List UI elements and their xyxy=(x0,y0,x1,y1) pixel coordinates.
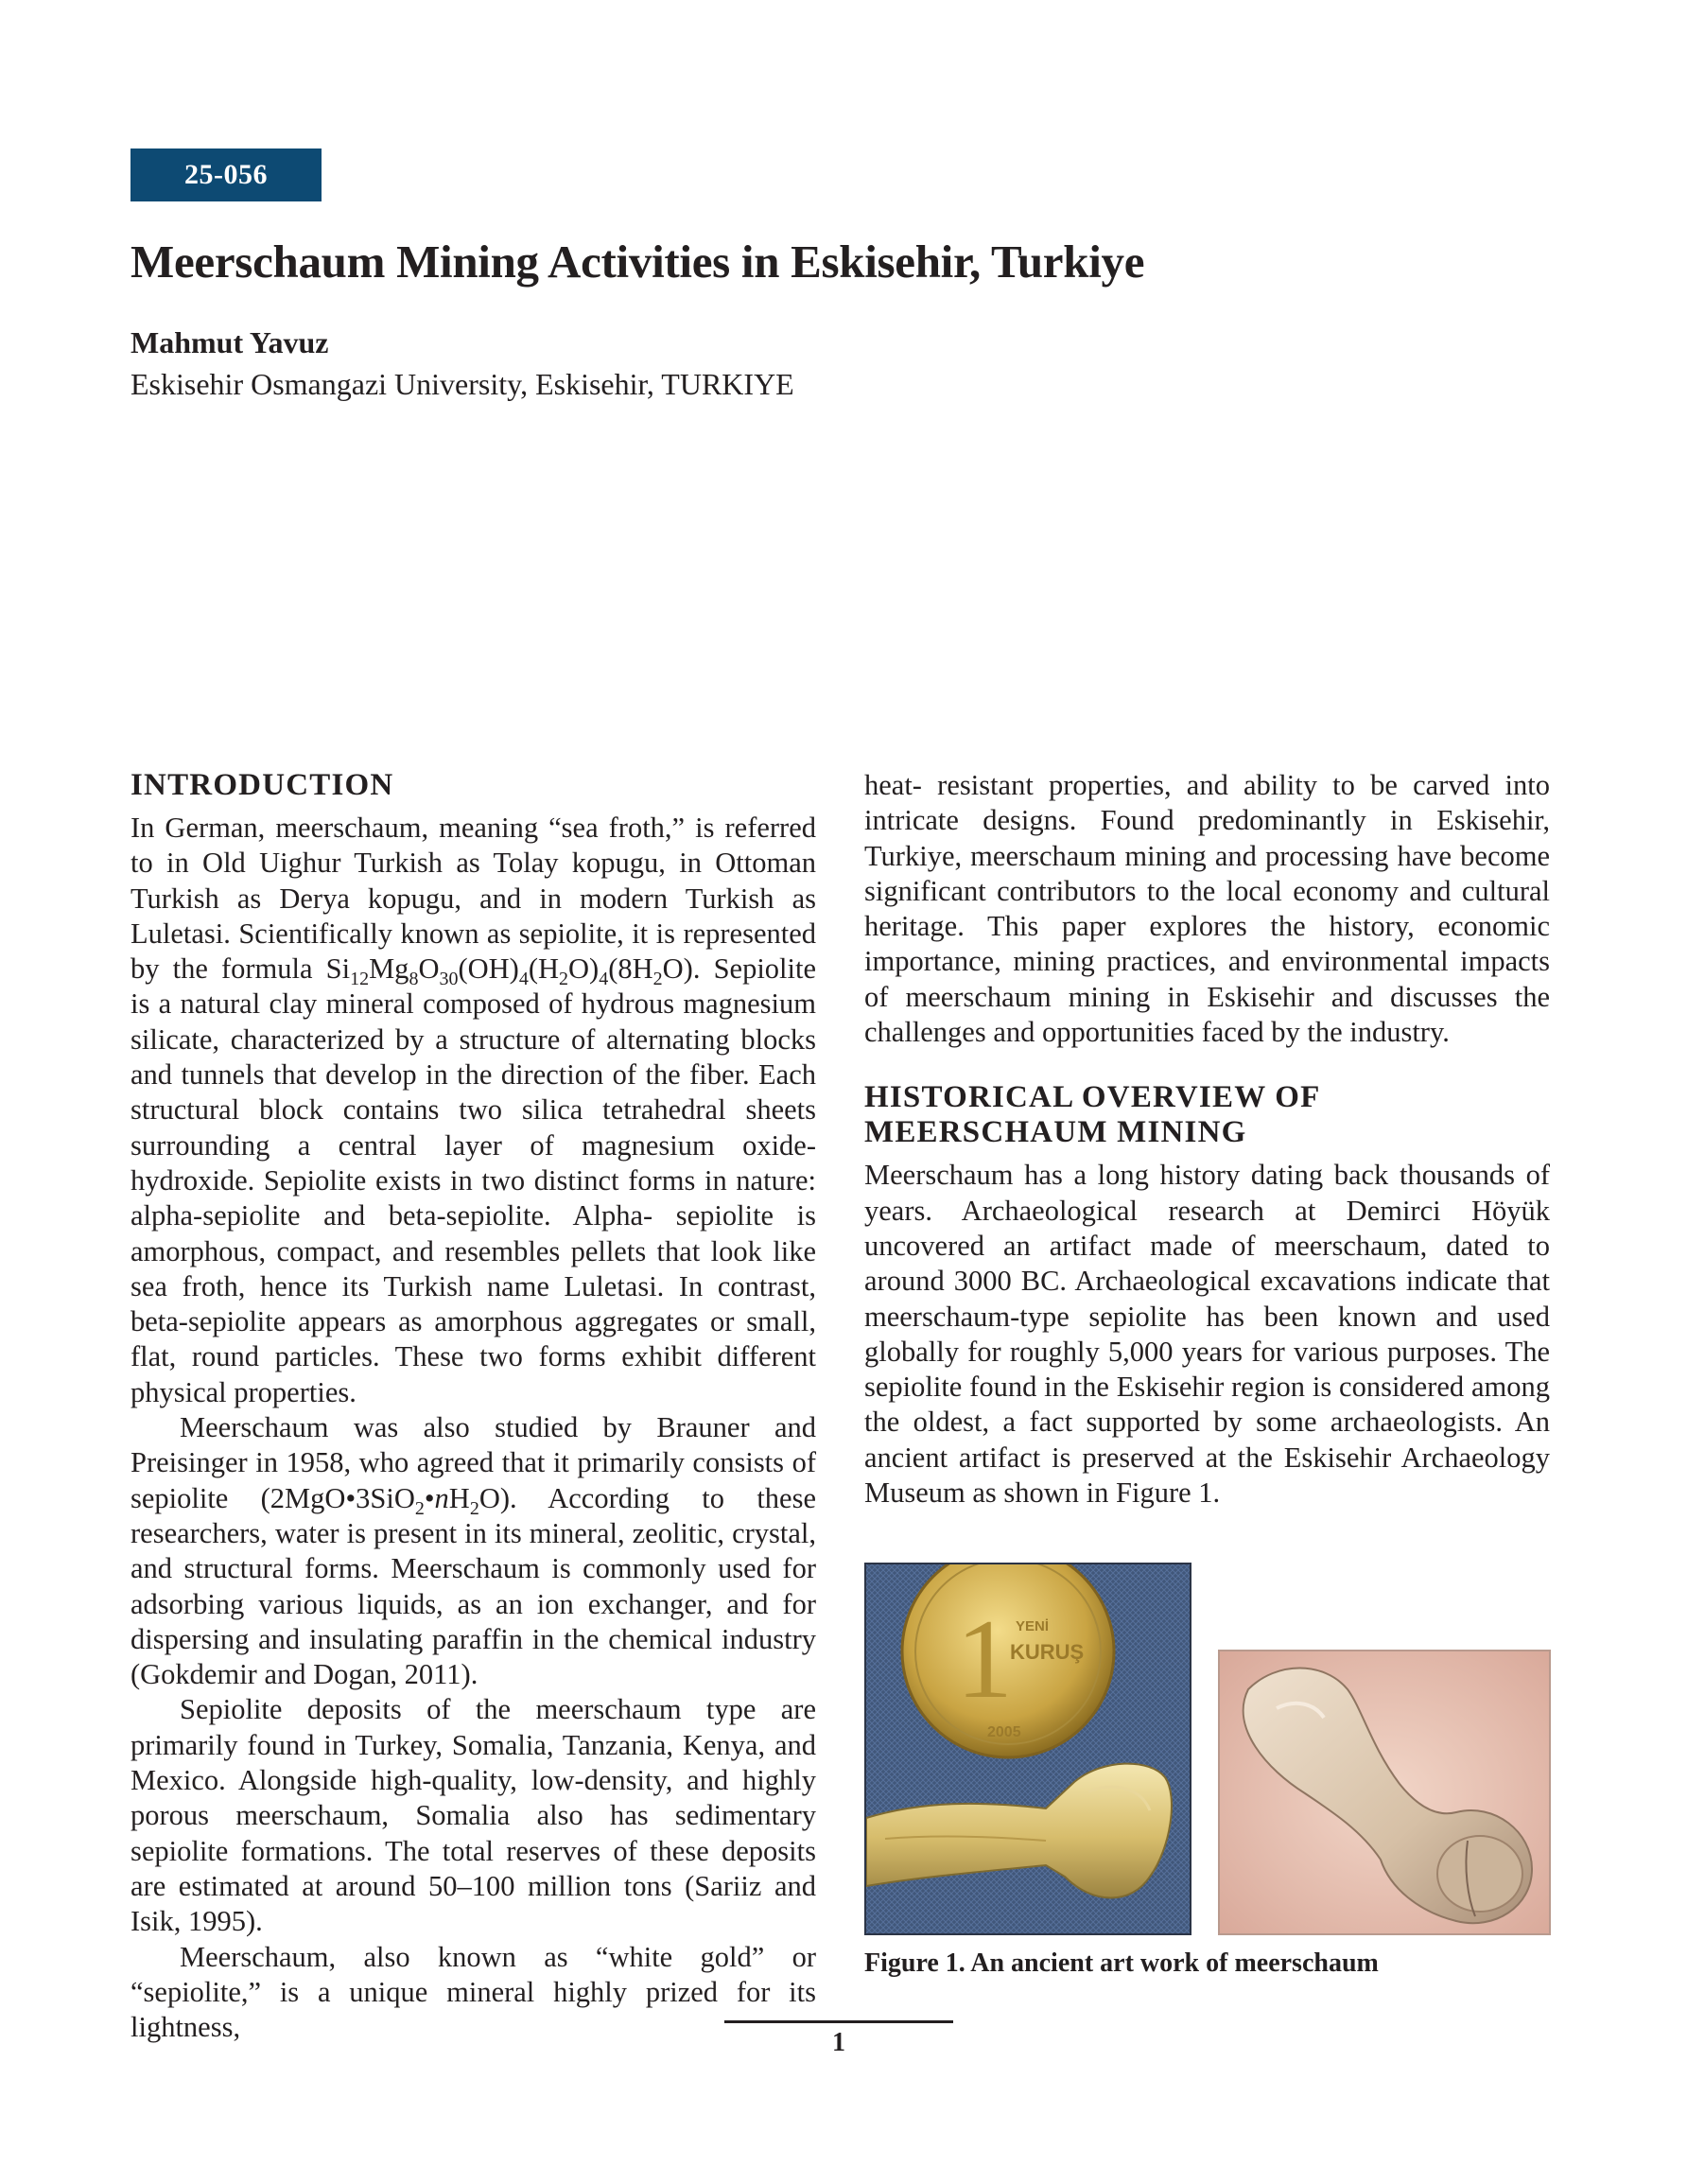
figure-1 xyxy=(864,1563,1550,1969)
historical-overview-heading: HISTORICAL OVERVIEW OF MEERSCHAUM MINING xyxy=(864,1080,1321,1150)
intro-paragraph-4: Meerschaum, also known as “white gold” or “sepiolite,” is a unique mineral highly prized for its lightness, xyxy=(130,1940,816,2044)
coin-and-artifact-photo xyxy=(864,1563,1191,1935)
author-name: Mahmut Yavuz xyxy=(130,325,329,359)
footer-rule xyxy=(724,2020,953,2023)
historical-paragraph: Meerschaum has a long history dating back thousands of years. Archaeological research at Demirci Höyük uncovered an artifact made of meerschaum, dated to around 3000 BC. Archaeological excavations indicate that meerschaum-type sepiolite has been known and used globally for roughly 5,000 years for various purposes. The sepiolite found in the Eskisehir region is considered among the oldest, a fact supported by some archaeologists. An ancient artifact is preserved at the Eskisehir Archaeology Museum as shown in Figure 1. xyxy=(864,1159,1550,1510)
coin-word-2: KURUŞ xyxy=(1010,1640,1085,1664)
intro-paragraph-1: In German, meerschaum, meaning “sea froth,” is referred to in Old Uighur Turkish as Tolay kopugu, in Ottoman Turkish as Derya kopugu, and in modern Turkish as Luletasi. Scientifically known as sepiolite, it is represented by the formula $Si_{12}Mg_8O_{30}(OH)_4(H_2O)_4(8H_2O)$. Sepiolite is a natural clay mineral composed of hydrous magnesium silicate, characterized by a structure of alternating blocks and tunnels that develop in the direction of the fiber. Each structural block contains two silica tetrahedral sheets surrounding a central layer of magnesium oxide- hydroxide. Sepiolite exists in two distinct forms in nature: alpha-sepiolite and beta-sepiolite. Alpha- sepiolite is amorphous, compact, and resembles pellets that look like sea froth, hence its Turkish name Luletasi. In contrast, beta-sepiolite appears as amorphous aggregates or small, flat, round particles. These two forms exhibit different physical properties. xyxy=(130,812,816,1408)
right-column xyxy=(864,768,1550,1511)
coin-numeral: 1 xyxy=(956,1596,1013,1721)
figure-1-caption: Figure 1. An ancient art work of meerschaum xyxy=(864,1948,1379,1978)
introduction-heading: INTRODUCTION xyxy=(130,768,394,802)
coin-icon xyxy=(902,1564,1114,1757)
paper-title: Meerschaum Mining Activities in Eskisehir, Turkiye xyxy=(130,236,1145,288)
intro-paragraph-2: Meerschaum was also studied by Brauner and Preisinger in 1958, who agreed that it primarily consists of sepiolite $(2MgO•3SiO_2•nH_2O)$. According to these researchers, water is present in its mineral, zeolitic, crystal, and structural forms. Meerschaum is commonly used for adsorbing various liquids, as an ion exchanger, and for dispersing and insulating paraffin in the chemical industry (Gokdemir and Dogan, 2011). xyxy=(130,1411,816,1691)
right-paragraph-1: heat- resistant properties, and ability to be carved into intricate designs. Found predominantly in Eskisehir, Turkiye, meerschaum mining and processing have become significant contributors to the local economy and cultural heritage. This paper explores the history, economic importance, mining practices, and environmental impacts of meerschaum mining in Eskisehir and discusses the challenges and opportunities faced by the industry. xyxy=(864,769,1550,1049)
meerschaum-artifact-photo xyxy=(1218,1650,1551,1935)
coin-word-1: YENİ xyxy=(1016,1618,1050,1634)
intro-paragraph-3: Sepiolite deposits of the meerschaum type are primarily found in Turkey, Somalia, Tanzania, Kenya, and Mexico. Alongside high-quality, low-density, and highly porous meerschaum, Somalia also has sedimentary sepiolite formations. The total reserves of these deposits are estimated at around 50–100 million tons (Sariiz and Isik, 1995). xyxy=(130,1693,816,1938)
author-affiliation: Eskisehir Osmangazi University, Eskisehir, TURKIYE xyxy=(130,367,794,401)
paper-id-badge: 25-056 xyxy=(130,149,322,201)
page-number: 1 xyxy=(832,2028,845,2057)
left-column xyxy=(130,768,816,2045)
coin-year: 2005 xyxy=(987,1724,1021,1740)
